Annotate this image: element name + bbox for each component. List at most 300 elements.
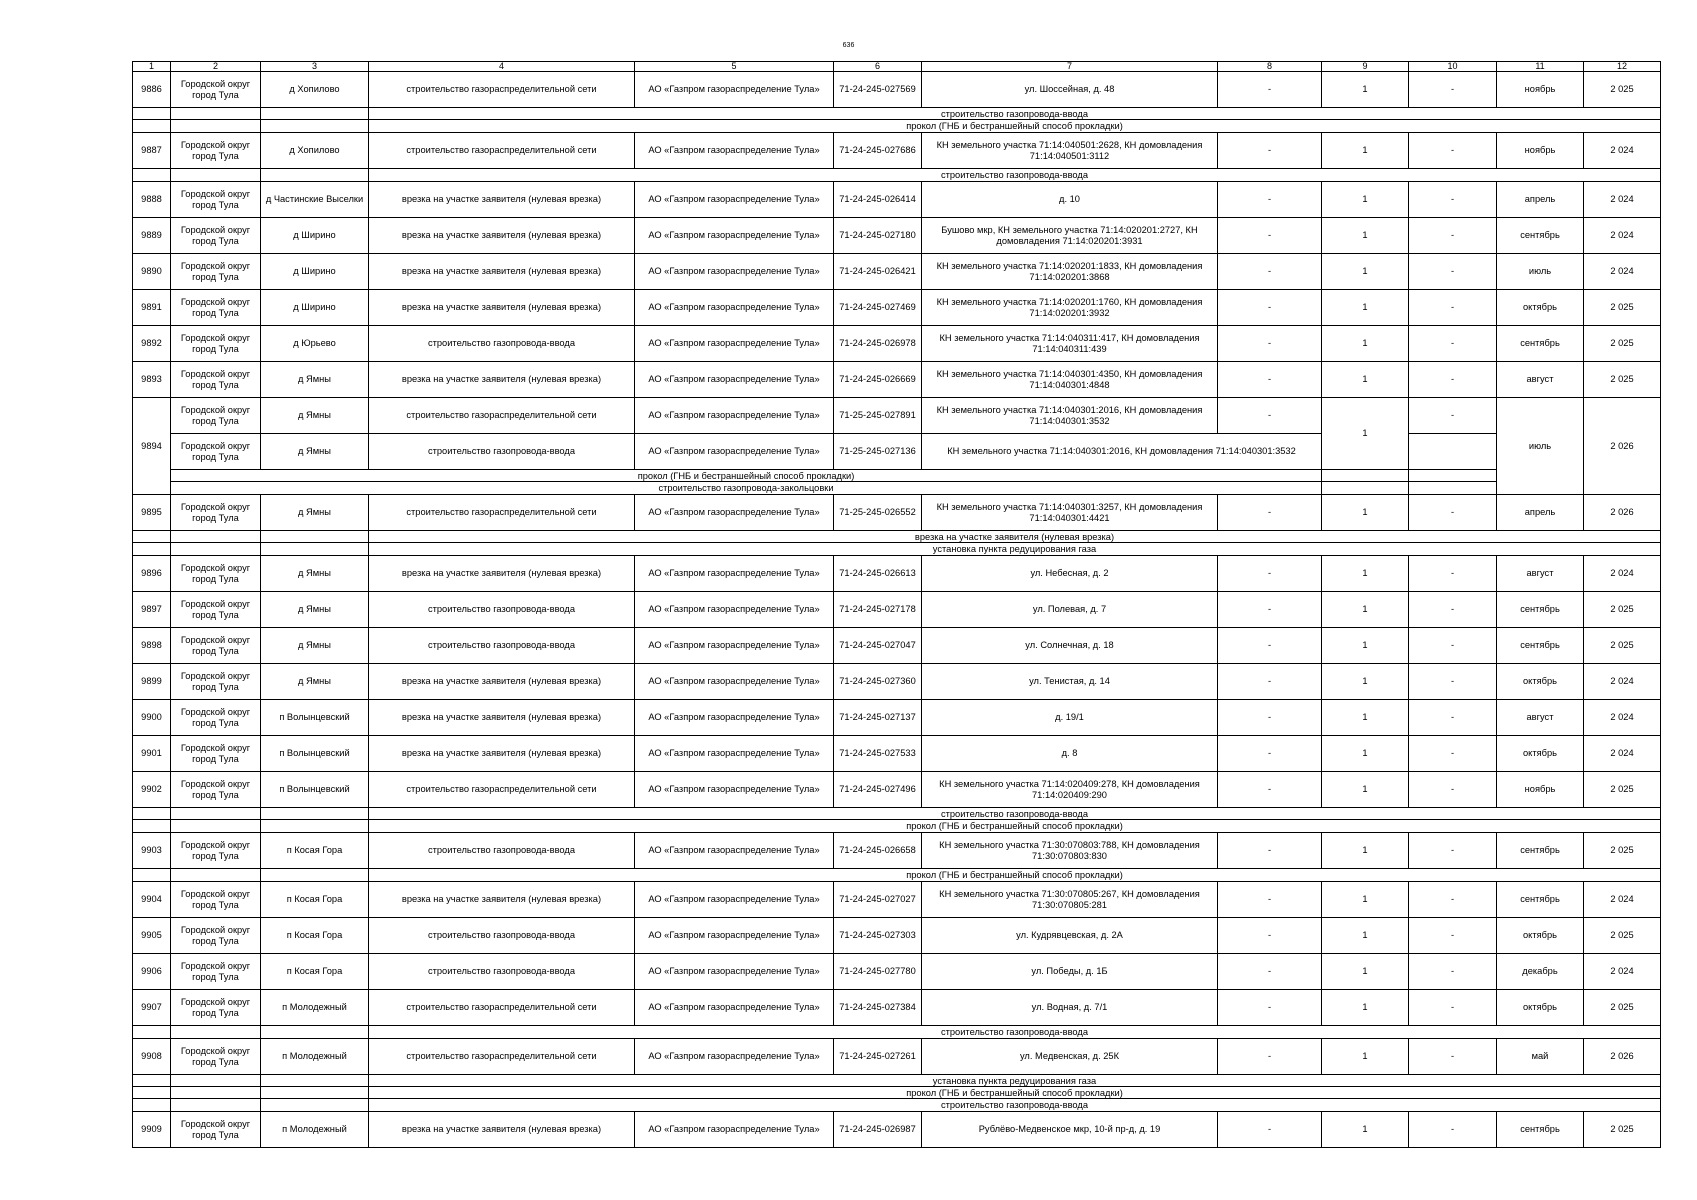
sub-row bbox=[133, 470, 1661, 482]
month-cell: май bbox=[1497, 1039, 1584, 1075]
month-cell: октябрь bbox=[1497, 918, 1584, 954]
sub-row bbox=[133, 169, 1661, 182]
work-type-cell: строительство газораспределительной сети bbox=[369, 1039, 635, 1075]
district-cell: Городской округ город Тула bbox=[171, 218, 261, 254]
settlement-cell: п Молодежный bbox=[261, 1112, 369, 1148]
row-number: 9891 bbox=[133, 290, 171, 326]
organization-cell: АО «Газпром газораспределение Тула» bbox=[635, 362, 834, 398]
column-number: 4 bbox=[369, 62, 635, 72]
col10-cell: - bbox=[1409, 954, 1497, 990]
col8-cell: - bbox=[1218, 254, 1322, 290]
month-cell: апрель bbox=[1497, 182, 1584, 218]
settlement-cell: п Косая Гора bbox=[261, 954, 369, 990]
organization-cell: АО «Газпром газораспределение Тула» bbox=[635, 495, 834, 531]
district-cell: Городской округ город Тула bbox=[171, 664, 261, 700]
col9-cell: 1 bbox=[1322, 182, 1409, 218]
address-cell: ул. Тенистая, д. 14 bbox=[922, 664, 1218, 700]
table-row bbox=[133, 434, 1661, 470]
district-cell: Городской округ город Тула bbox=[171, 254, 261, 290]
month-cell: сентябрь bbox=[1497, 218, 1584, 254]
empty-cell bbox=[133, 1075, 171, 1087]
request-code-cell: 71-24-245-026978 bbox=[834, 326, 922, 362]
request-code-cell: 71-24-245-027780 bbox=[834, 954, 922, 990]
district-cell: Городской округ город Тула bbox=[171, 434, 261, 470]
year-cell: 2 025 bbox=[1584, 772, 1661, 808]
organization-cell: АО «Газпром газораспределение Тула» bbox=[635, 918, 834, 954]
col9-cell: 1 bbox=[1322, 990, 1409, 1026]
district-cell: Городской округ город Тула bbox=[171, 290, 261, 326]
month-cell: август bbox=[1497, 362, 1584, 398]
empty-cell bbox=[261, 869, 369, 882]
empty-cell bbox=[171, 808, 261, 820]
col8-cell: - bbox=[1218, 592, 1322, 628]
sub-row bbox=[133, 1026, 1661, 1039]
address-cell: ул. Кудрявцевская, д. 2А bbox=[922, 918, 1218, 954]
column-number: 6 bbox=[834, 62, 922, 72]
request-code-cell: 71-24-245-027469 bbox=[834, 290, 922, 326]
empty-cell bbox=[1409, 470, 1497, 482]
sub-work-text: прокол (ГНБ и бестраншейный способ прокладки) bbox=[369, 120, 1661, 133]
column-number: 1 bbox=[133, 62, 171, 72]
empty-cell bbox=[133, 543, 171, 556]
request-code-cell: 71-24-245-026669 bbox=[834, 362, 922, 398]
work-type-cell: строительство газопровода-ввода bbox=[369, 833, 635, 869]
work-type-cell: строительство газопровода-ввода bbox=[369, 628, 635, 664]
district-cell: Городской округ город Тула bbox=[171, 495, 261, 531]
address-cell: ул. Солнечная, д. 18 bbox=[922, 628, 1218, 664]
column-number: 3 bbox=[261, 62, 369, 72]
column-number: 9 bbox=[1322, 62, 1409, 72]
organization-cell: АО «Газпром газораспределение Тула» bbox=[635, 72, 834, 108]
address-cell: КН земельного участка 71:14:020201:1833, КН домовладения 71:14:020201:3868 bbox=[922, 254, 1218, 290]
month-cell: октябрь bbox=[1497, 664, 1584, 700]
organization-cell: АО «Газпром газораспределение Тула» bbox=[635, 326, 834, 362]
sub-row bbox=[133, 120, 1661, 133]
col10-cell: - bbox=[1409, 495, 1497, 531]
column-number: 7 bbox=[922, 62, 1218, 72]
organization-cell: АО «Газпром газораспределение Тула» bbox=[635, 772, 834, 808]
year-cell: 2 025 bbox=[1584, 72, 1661, 108]
empty-cell bbox=[133, 531, 171, 543]
organization-cell: АО «Газпром газораспределение Тула» bbox=[635, 1039, 834, 1075]
settlement-cell: д Ямны bbox=[261, 592, 369, 628]
row-number: 9905 bbox=[133, 918, 171, 954]
table-row bbox=[133, 556, 1661, 592]
col8-cell: - bbox=[1218, 772, 1322, 808]
request-code-cell: 71-25-245-027136 bbox=[834, 434, 922, 470]
empty-cell bbox=[261, 543, 369, 556]
col8-cell: - bbox=[1218, 1112, 1322, 1148]
settlement-cell: п Косая Гора bbox=[261, 833, 369, 869]
work-type-cell: строительство газораспределительной сети bbox=[369, 495, 635, 531]
col8-cell: - bbox=[1218, 954, 1322, 990]
empty-cell bbox=[171, 543, 261, 556]
address-cell: ул. Медвенская, д. 25К bbox=[922, 1039, 1218, 1075]
year-cell: 2 026 bbox=[1584, 495, 1661, 531]
address-cell: КН земельного участка 71:30:070805:267, КН домовладения 71:30:070805:281 bbox=[922, 882, 1218, 918]
table-row bbox=[133, 133, 1661, 169]
empty-cell bbox=[261, 531, 369, 543]
request-code-cell: 71-24-245-027496 bbox=[834, 772, 922, 808]
table-row bbox=[133, 918, 1661, 954]
month-cell: ноябрь bbox=[1497, 772, 1584, 808]
table-row bbox=[133, 182, 1661, 218]
col10-cell: - bbox=[1409, 556, 1497, 592]
row-number: 9902 bbox=[133, 772, 171, 808]
row-number: 9892 bbox=[133, 326, 171, 362]
year-cell: 2 024 bbox=[1584, 254, 1661, 290]
empty-cell bbox=[171, 1099, 261, 1112]
row-number: 9907 bbox=[133, 990, 171, 1026]
col10-cell: - bbox=[1409, 218, 1497, 254]
settlement-cell: д Юрьево bbox=[261, 326, 369, 362]
organization-cell: АО «Газпром газораспределение Тула» bbox=[635, 990, 834, 1026]
col10-cell: - bbox=[1409, 772, 1497, 808]
district-cell: Городской округ город Тула bbox=[171, 398, 261, 434]
empty-cell bbox=[133, 169, 171, 182]
year-cell: 2 025 bbox=[1584, 592, 1661, 628]
empty-cell bbox=[171, 120, 261, 133]
col10-cell: - bbox=[1409, 72, 1497, 108]
sub-row bbox=[133, 1099, 1661, 1112]
address-cell: ул. Водная, д. 7/1 bbox=[922, 990, 1218, 1026]
year-cell: 2 026 bbox=[1584, 398, 1661, 495]
settlement-cell: п Волынцевский bbox=[261, 736, 369, 772]
address-cell: КН земельного участка 71:14:040301:2016, КН домовладения 71:14:040301:3532 bbox=[922, 434, 1322, 470]
col8-cell: - bbox=[1218, 326, 1322, 362]
request-code-cell: 71-24-245-027047 bbox=[834, 628, 922, 664]
settlement-cell: д Ямны bbox=[261, 362, 369, 398]
district-cell: Городской округ город Тула bbox=[171, 700, 261, 736]
address-cell: КН земельного участка 71:14:020201:1760, КН домовладения 71:14:020201:3932 bbox=[922, 290, 1218, 326]
district-cell: Городской округ город Тула bbox=[171, 362, 261, 398]
col10-cell: - bbox=[1409, 1112, 1497, 1148]
district-cell: Городской округ город Тула bbox=[171, 736, 261, 772]
column-number: 12 bbox=[1584, 62, 1661, 72]
col10-cell: - bbox=[1409, 833, 1497, 869]
work-type-cell: врезка на участке заявителя (нулевая врезка) bbox=[369, 882, 635, 918]
work-type-cell: строительство газораспределительной сети bbox=[369, 72, 635, 108]
work-type-cell: врезка на участке заявителя (нулевая врезка) bbox=[369, 182, 635, 218]
col9-cell: 1 bbox=[1322, 664, 1409, 700]
table-row bbox=[133, 218, 1661, 254]
empty-cell bbox=[261, 808, 369, 820]
settlement-cell: д Ширино bbox=[261, 254, 369, 290]
col9-cell: 1 bbox=[1322, 495, 1409, 531]
empty-cell bbox=[171, 1075, 261, 1087]
month-cell: октябрь bbox=[1497, 990, 1584, 1026]
empty-cell bbox=[171, 531, 261, 543]
work-type-cell: строительство газопровода-ввода bbox=[369, 434, 635, 470]
address-cell: д. 10 bbox=[922, 182, 1218, 218]
empty-cell bbox=[1322, 482, 1409, 495]
empty-cell bbox=[133, 1099, 171, 1112]
address-cell: д. 19/1 bbox=[922, 700, 1218, 736]
request-code-cell: 71-24-245-027027 bbox=[834, 882, 922, 918]
year-cell: 2 025 bbox=[1584, 362, 1661, 398]
col8-cell: - bbox=[1218, 833, 1322, 869]
col10-cell: - bbox=[1409, 628, 1497, 664]
col9-cell: 1 bbox=[1322, 772, 1409, 808]
settlement-cell: д Ямны bbox=[261, 628, 369, 664]
work-type-cell: врезка на участке заявителя (нулевая врезка) bbox=[369, 736, 635, 772]
address-cell: КН земельного участка 71:14:040301:3257, КН домовладения 71:14:040301:4421 bbox=[922, 495, 1218, 531]
district-cell: Городской округ город Тула bbox=[171, 326, 261, 362]
col10-cell: - bbox=[1409, 326, 1497, 362]
row-number: 9897 bbox=[133, 592, 171, 628]
year-cell: 2 024 bbox=[1584, 556, 1661, 592]
works-table bbox=[132, 61, 1661, 1148]
col10-cell: - bbox=[1409, 254, 1497, 290]
col10-cell: - bbox=[1409, 882, 1497, 918]
col10-cell: - bbox=[1409, 700, 1497, 736]
sub-work-text: строительство газопровода-ввода bbox=[369, 1099, 1661, 1112]
empty-cell bbox=[133, 808, 171, 820]
sub-row bbox=[133, 808, 1661, 820]
col9-cell: 1 bbox=[1322, 1039, 1409, 1075]
settlement-cell: п Косая Гора bbox=[261, 918, 369, 954]
col8-cell: - bbox=[1218, 990, 1322, 1026]
sub-work-text: установка пункта редуцирования газа bbox=[369, 543, 1661, 556]
table-row bbox=[133, 833, 1661, 869]
settlement-cell: п Молодежный bbox=[261, 1039, 369, 1075]
row-number: 9890 bbox=[133, 254, 171, 290]
year-cell: 2 026 bbox=[1584, 1039, 1661, 1075]
col9-cell: 1 bbox=[1322, 133, 1409, 169]
empty-cell bbox=[171, 820, 261, 833]
work-type-cell: врезка на участке заявителя (нулевая врезка) bbox=[369, 556, 635, 592]
col9-cell: 1 bbox=[1322, 1112, 1409, 1148]
year-cell: 2 025 bbox=[1584, 326, 1661, 362]
request-code-cell: 71-24-245-027569 bbox=[834, 72, 922, 108]
col8-cell: - bbox=[1218, 628, 1322, 664]
table-row bbox=[133, 882, 1661, 918]
empty-cell bbox=[171, 108, 261, 120]
col8-cell: - bbox=[1218, 290, 1322, 326]
column-number: 5 bbox=[635, 62, 834, 72]
settlement-cell: п Волынцевский bbox=[261, 772, 369, 808]
address-cell: ул. Победы, д. 1Б bbox=[922, 954, 1218, 990]
col9-cell: 1 bbox=[1322, 628, 1409, 664]
row-number: 9900 bbox=[133, 700, 171, 736]
row-number: 9893 bbox=[133, 362, 171, 398]
organization-cell: АО «Газпром газораспределение Тула» bbox=[635, 664, 834, 700]
organization-cell: АО «Газпром газораспределение Тула» bbox=[635, 736, 834, 772]
empty-cell bbox=[171, 869, 261, 882]
col9-cell: 1 bbox=[1322, 556, 1409, 592]
month-cell: сентябрь bbox=[1497, 1112, 1584, 1148]
table-row bbox=[133, 1112, 1661, 1148]
request-code-cell: 71-24-245-026658 bbox=[834, 833, 922, 869]
organization-cell: АО «Газпром газораспределение Тула» bbox=[635, 556, 834, 592]
row-number: 9908 bbox=[133, 1039, 171, 1075]
month-cell: сентябрь bbox=[1497, 326, 1584, 362]
work-type-cell: строительство газопровода-ввода bbox=[369, 592, 635, 628]
sub-work-text: строительство газопровода-ввода bbox=[369, 108, 1661, 120]
work-type-cell: строительство газопровода-ввода bbox=[369, 326, 635, 362]
settlement-cell: д Хопилово bbox=[261, 72, 369, 108]
sub-work-text: строительство газопровода-ввода bbox=[369, 808, 1661, 820]
col9-cell: 1 bbox=[1322, 398, 1409, 470]
empty-cell bbox=[133, 1026, 171, 1039]
organization-cell: АО «Газпром газораспределение Тула» bbox=[635, 700, 834, 736]
row-number: 9888 bbox=[133, 182, 171, 218]
column-number: 10 bbox=[1409, 62, 1497, 72]
column-number: 8 bbox=[1218, 62, 1322, 72]
col9-cell: 1 bbox=[1322, 736, 1409, 772]
work-type-cell: строительство газораспределительной сети bbox=[369, 133, 635, 169]
table-row bbox=[133, 290, 1661, 326]
row-number: 9899 bbox=[133, 664, 171, 700]
empty-cell bbox=[261, 1099, 369, 1112]
address-cell: ул. Небесная, д. 2 bbox=[922, 556, 1218, 592]
district-cell: Городской округ город Тула bbox=[171, 1039, 261, 1075]
row-number: 9903 bbox=[133, 833, 171, 869]
col10-cell: - bbox=[1409, 133, 1497, 169]
settlement-cell: д Ямны bbox=[261, 434, 369, 470]
col9-cell: 1 bbox=[1322, 218, 1409, 254]
col9-cell: 1 bbox=[1322, 882, 1409, 918]
settlement-cell: д Ямны bbox=[261, 556, 369, 592]
table-row bbox=[133, 954, 1661, 990]
month-cell: сентябрь bbox=[1497, 592, 1584, 628]
work-type-cell: строительство газопровода-ввода bbox=[369, 954, 635, 990]
empty-cell bbox=[133, 120, 171, 133]
request-code-cell: 71-25-245-027891 bbox=[834, 398, 922, 434]
col8-cell: - bbox=[1218, 700, 1322, 736]
empty-cell bbox=[133, 1087, 171, 1099]
sub-row bbox=[133, 869, 1661, 882]
organization-cell: АО «Газпром газораспределение Тула» bbox=[635, 182, 834, 218]
col9-cell: 1 bbox=[1322, 362, 1409, 398]
table-body bbox=[133, 62, 1661, 1148]
work-type-cell: врезка на участке заявителя (нулевая врезка) bbox=[369, 1112, 635, 1148]
col9-cell: 1 bbox=[1322, 918, 1409, 954]
month-cell: ноябрь bbox=[1497, 133, 1584, 169]
settlement-cell: д Ямны bbox=[261, 495, 369, 531]
district-cell: Городской округ город Тула bbox=[171, 133, 261, 169]
sub-row bbox=[133, 531, 1661, 543]
col10-cell: - bbox=[1409, 182, 1497, 218]
row-number: 9906 bbox=[133, 954, 171, 990]
address-cell: Бушово мкр, КН земельного участка 71:14:020201:2727, КН домовладения 71:14:020201:3931 bbox=[922, 218, 1218, 254]
col9-cell: 1 bbox=[1322, 592, 1409, 628]
month-cell: апрель bbox=[1497, 495, 1584, 531]
month-cell: октябрь bbox=[1497, 290, 1584, 326]
organization-cell: АО «Газпром газораспределение Тула» bbox=[635, 290, 834, 326]
address-cell: КН земельного участка 71:14:040301:4350, КН домовладения 71:14:040301:4848 bbox=[922, 362, 1218, 398]
year-cell: 2 025 bbox=[1584, 1112, 1661, 1148]
table-row bbox=[133, 495, 1661, 531]
sub-work-text: строительство газопровода-закольцовки bbox=[171, 482, 1322, 495]
sub-row bbox=[133, 482, 1661, 495]
organization-cell: АО «Газпром газораспределение Тула» bbox=[635, 1112, 834, 1148]
year-cell: 2 024 bbox=[1584, 700, 1661, 736]
settlement-cell: п Волынцевский bbox=[261, 700, 369, 736]
empty-cell bbox=[133, 108, 171, 120]
settlement-cell: д Ширино bbox=[261, 218, 369, 254]
col10-cell: - bbox=[1409, 918, 1497, 954]
organization-cell: АО «Газпром газораспределение Тула» bbox=[635, 628, 834, 664]
empty-cell bbox=[171, 1087, 261, 1099]
work-type-cell: врезка на участке заявителя (нулевая врезка) bbox=[369, 664, 635, 700]
col10-cell: - bbox=[1409, 990, 1497, 1026]
sub-work-text: строительство газопровода-ввода bbox=[369, 169, 1661, 182]
col10-cell: - bbox=[1409, 290, 1497, 326]
sub-row bbox=[133, 1087, 1661, 1099]
month-cell: июль bbox=[1497, 254, 1584, 290]
district-cell: Городской округ город Тула bbox=[171, 918, 261, 954]
year-cell: 2 025 bbox=[1584, 833, 1661, 869]
request-code-cell: 71-24-245-027261 bbox=[834, 1039, 922, 1075]
empty-cell bbox=[261, 120, 369, 133]
empty-cell bbox=[1409, 482, 1497, 495]
table-row bbox=[133, 362, 1661, 398]
month-cell: ноябрь bbox=[1497, 72, 1584, 108]
col8-cell: - bbox=[1218, 133, 1322, 169]
table-row bbox=[133, 628, 1661, 664]
settlement-cell: д Ямны bbox=[261, 398, 369, 434]
district-cell: Городской округ город Тула bbox=[171, 772, 261, 808]
settlement-cell: д Частинские Выселки bbox=[261, 182, 369, 218]
col8-cell: - bbox=[1218, 918, 1322, 954]
row-number: 9886 bbox=[133, 72, 171, 108]
col8-cell: - bbox=[1218, 398, 1322, 434]
empty-cell bbox=[261, 820, 369, 833]
table-row bbox=[133, 700, 1661, 736]
district-cell: Городской округ город Тула bbox=[171, 592, 261, 628]
district-cell: Городской округ город Тула bbox=[171, 72, 261, 108]
work-type-cell: строительство газораспределительной сети bbox=[369, 398, 635, 434]
year-cell: 2 024 bbox=[1584, 664, 1661, 700]
address-cell: КН земельного участка 71:14:020409:278, КН домовладения 71:14:020409:290 bbox=[922, 772, 1218, 808]
sub-work-text: прокол (ГНБ и бестраншейный способ прокладки) bbox=[369, 1087, 1661, 1099]
col9-cell: 1 bbox=[1322, 954, 1409, 990]
empty-cell bbox=[261, 108, 369, 120]
request-code-cell: 71-24-245-026421 bbox=[834, 254, 922, 290]
row-number: 9894 bbox=[133, 398, 171, 495]
col10-cell: - bbox=[1409, 1039, 1497, 1075]
work-type-cell: врезка на участке заявителя (нулевая врезка) bbox=[369, 254, 635, 290]
col8-cell: - bbox=[1218, 882, 1322, 918]
sub-work-text: установка пункта редуцирования газа bbox=[369, 1075, 1661, 1087]
empty-cell bbox=[1322, 470, 1409, 482]
request-code-cell: 71-24-245-026414 bbox=[834, 182, 922, 218]
request-code-cell: 71-24-245-026613 bbox=[834, 556, 922, 592]
address-cell: КН земельного участка 71:14:040501:2628, КН домовладения 71:14:040501:3112 bbox=[922, 133, 1218, 169]
work-type-cell: врезка на участке заявителя (нулевая врезка) bbox=[369, 362, 635, 398]
year-cell: 2 024 bbox=[1584, 736, 1661, 772]
settlement-cell: п Молодежный bbox=[261, 990, 369, 1026]
col8-cell: - bbox=[1218, 362, 1322, 398]
col9-cell: 1 bbox=[1322, 254, 1409, 290]
work-type-cell: врезка на участке заявителя (нулевая врезка) bbox=[369, 290, 635, 326]
col8-cell: - bbox=[1218, 72, 1322, 108]
row-number: 9901 bbox=[133, 736, 171, 772]
year-cell: 2 024 bbox=[1584, 182, 1661, 218]
settlement-cell: д Ямны bbox=[261, 664, 369, 700]
col8-cell: - bbox=[1218, 1039, 1322, 1075]
month-cell: июль bbox=[1497, 398, 1584, 495]
sub-work-text: врезка на участке заявителя (нулевая врезка) bbox=[369, 531, 1661, 543]
organization-cell: АО «Газпром газораспределение Тула» bbox=[635, 133, 834, 169]
col10-cell: - bbox=[1409, 398, 1497, 434]
col9-cell: 1 bbox=[1322, 326, 1409, 362]
district-cell: Городской округ город Тула bbox=[171, 182, 261, 218]
sub-work-text: прокол (ГНБ и бестраншейный способ прокладки) bbox=[369, 820, 1661, 833]
empty-cell bbox=[261, 1075, 369, 1087]
col8-cell: - bbox=[1218, 495, 1322, 531]
